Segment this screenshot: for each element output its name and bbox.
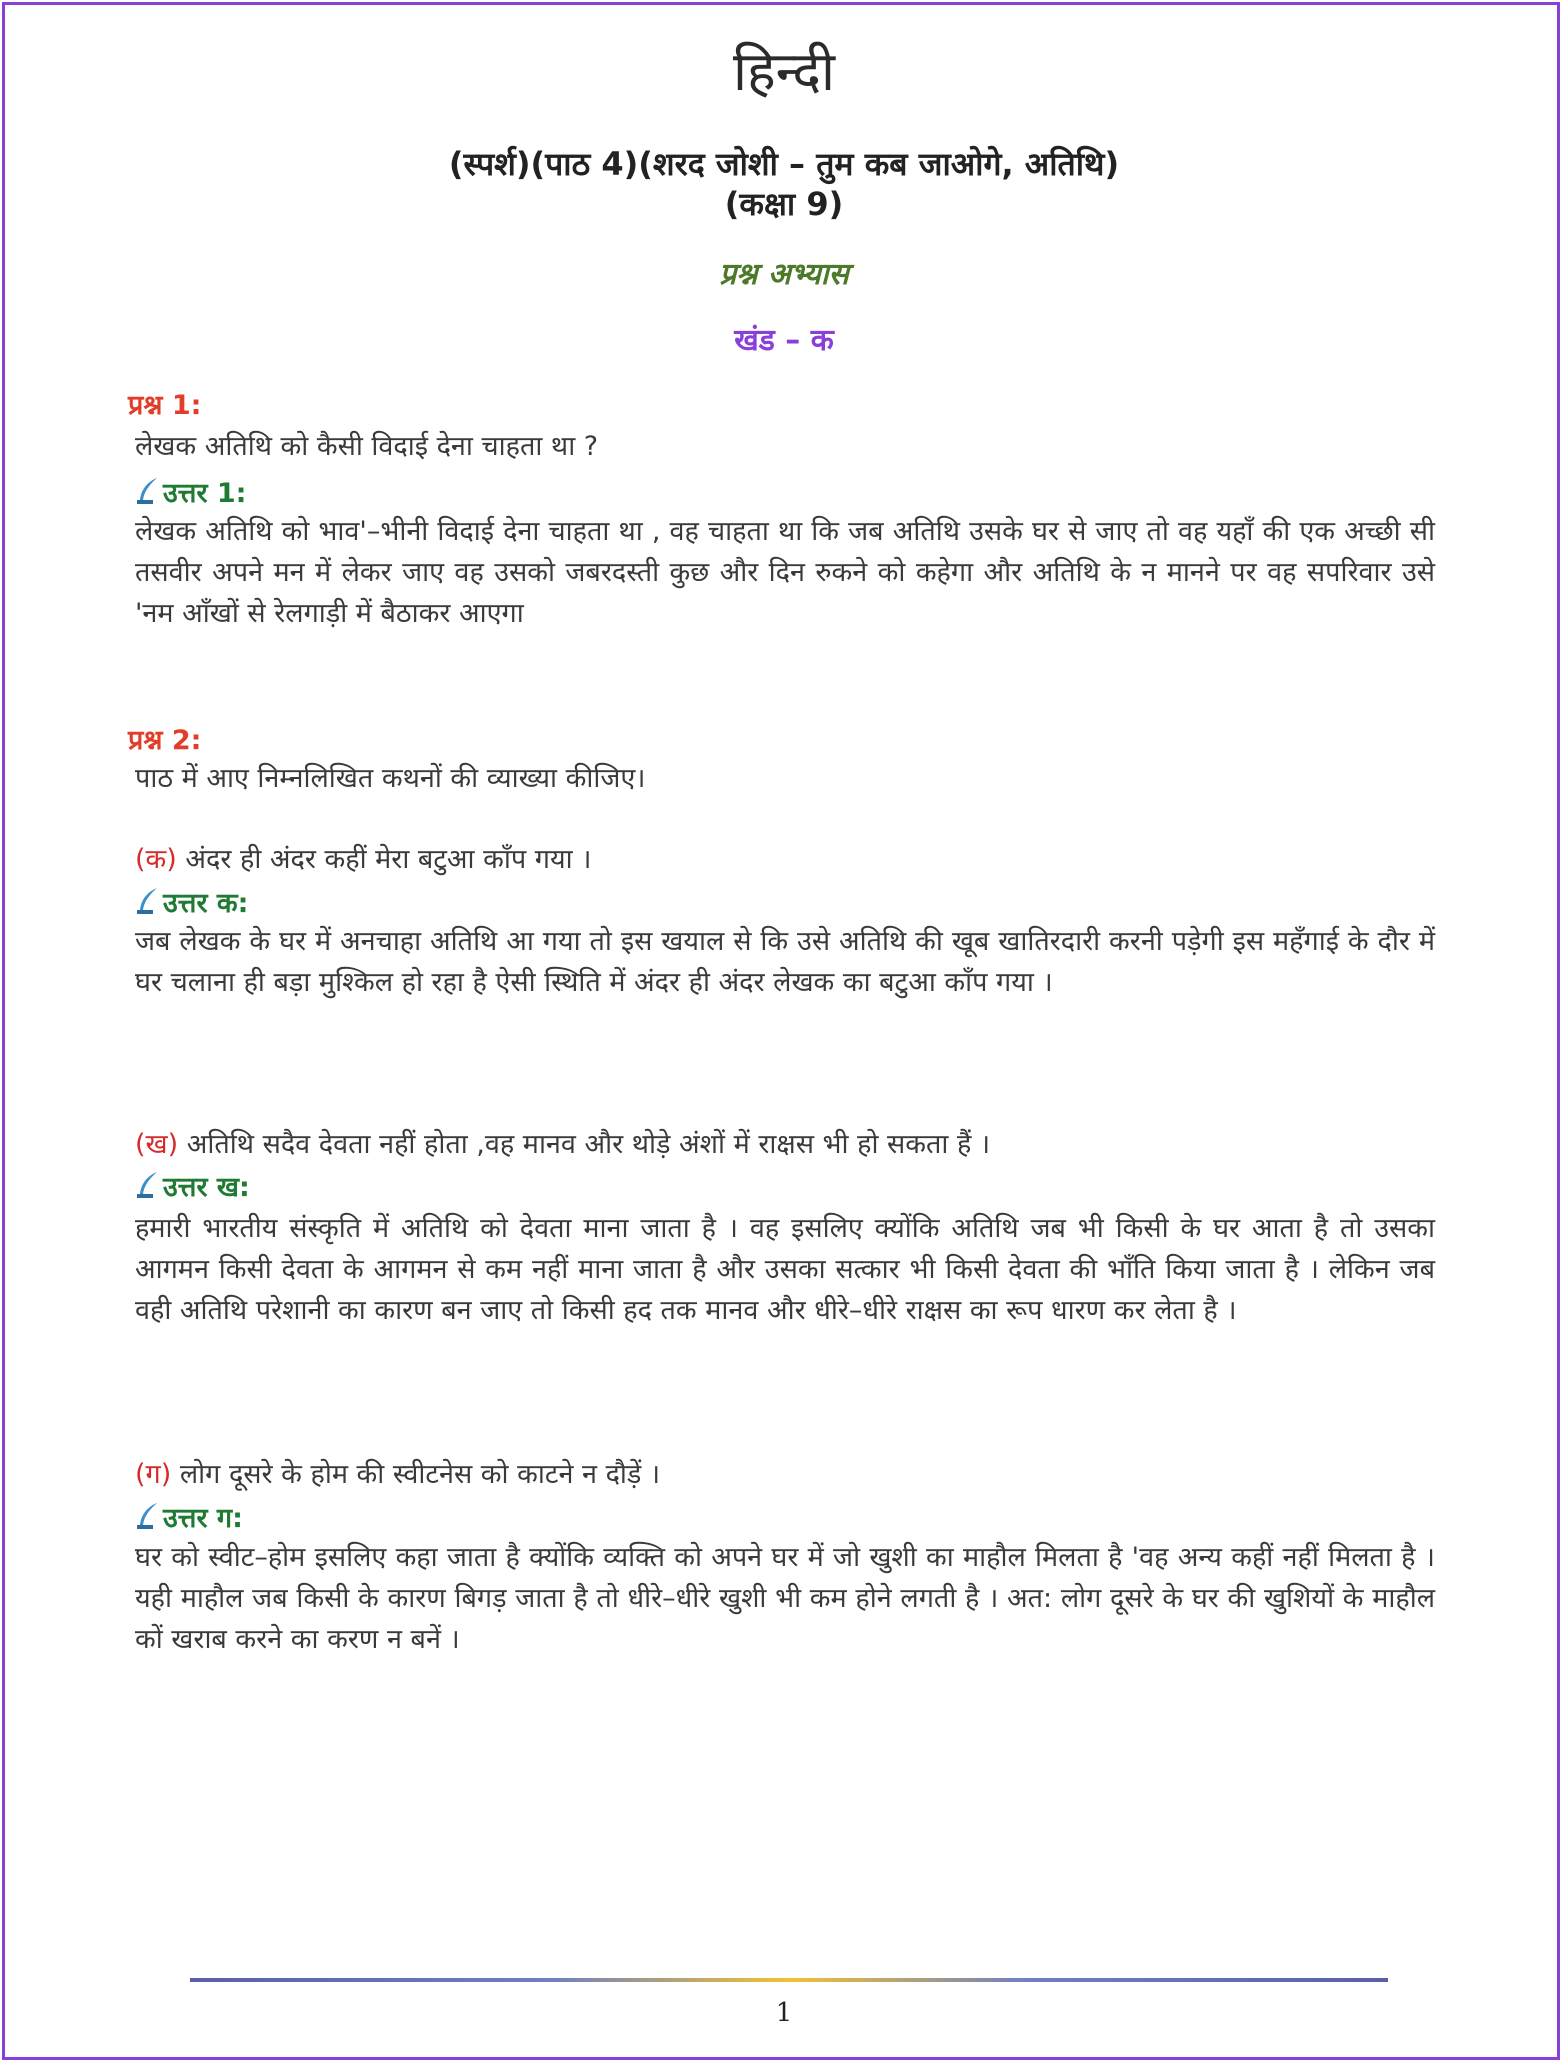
answer-ka-label [135, 884, 248, 918]
quill-icon [135, 1170, 161, 1200]
part-ga-statement [135, 1454, 1435, 1495]
answer-kha-label-text: उत्तर ख: [163, 1171, 250, 1203]
answer-ga-text: घर को स्वीट–होम इसलिए कहा जाता है क्योंकि व्यक्ति को अपने घर में जो खुशी का माहौल मिलता है 'वह अन्य कहीं नहीं मिलता है । यही माहौल जब किसी के कारण बिगड़ जाता है तो धीरे–धीरे खुशी भी कम होने लगती है । अत: लोग दूसरे के घर की खुशियों के माहौल कों खराब करने का करण न बनें । [135, 1542, 1435, 1655]
answer-ga-label [135, 1499, 243, 1533]
question-2-text: पाठ में आए निम्नलिखित कथनों की व्याख्या कीजिए। [135, 763, 646, 794]
part-ka-statement [135, 839, 1435, 880]
footer-divider [190, 1976, 1388, 1984]
class-title: (कक्षा 9) [724, 185, 844, 223]
question-1-label: प्रश्न 1: [128, 390, 202, 421]
quill-icon [135, 886, 161, 916]
answer-1-label-text: उत्तर 1: [163, 477, 247, 509]
answer-1-text: लेखक अतिथि को भाव'–भीनी विदाई देना चाहता था , वह चाहता था कि जब अतिथि उसके घर से जाए तो वह यहाँ की एक अच्छी सी तसवीर अपने मन में लेकर जाए वह उसको जबरदस्ती कुछ और दिन रुकने को कहेगा और अतिथि के न मानने पर वह सपरिवार उसे 'नम आँखों से रेलगाड़ी में बैठाकर आएगा [135, 516, 1435, 629]
khand-heading: खंड – क [734, 323, 834, 358]
part-ka-text: अंदर ही अंदर कहीं मेरा बटुआ काँप गया । [185, 844, 592, 875]
answer-ga-label-text: उत्तर ग: [163, 1502, 243, 1534]
question-2-label: प्रश्न 2: [128, 725, 202, 756]
answer-ka-label-text: उत्तर क: [163, 887, 249, 919]
subject-title: हिन्दी [732, 40, 835, 103]
part-ka-marker: (क) [135, 844, 177, 875]
answer-ka-text: जब लेखक के घर में अनचाहा अतिथि आ गया तो इस खयाल से कि उसे अतिथि की खूब खातिरदारी करनी पड़ेगी इस महँगाई के दौर में घर चलाना ही बड़ा मुश्किल हो रहा है ऐसी स्थिति में अंदर ही अंदर लेखक का बटुआ काँप गया । [135, 926, 1435, 998]
page-number: 1 [775, 1998, 793, 2028]
section-heading: प्रश्न अभ्यास [719, 257, 849, 292]
part-ga-marker: (ग) [135, 1459, 172, 1490]
question-1-text: लेखक अतिथि को कैसी विदाई देना चाहता था ? [135, 431, 599, 462]
answer-kha-label [135, 1168, 250, 1202]
part-ga-text: लोग दूसरे के होम की स्वीटनेस को काटने न दौड़ें । [179, 1459, 661, 1490]
quill-icon [135, 476, 161, 506]
part-kha-statement [135, 1124, 1435, 1165]
quill-icon [135, 1501, 161, 1531]
chapter-title: (स्पर्श)(पाठ 4)(शरद जोशी – तुम कब जाओगे, अतिथि) [448, 145, 1120, 183]
part-kha-text: अतिथि सदैव देवता नहीं होता ,वह मानव और थोड़े अंशों में राक्षस भी हो सकता हैं । [186, 1129, 991, 1160]
answer-1-label [135, 474, 246, 508]
answer-kha-text: हमारी भारतीय संस्कृति में अतिथि को देवता माना जाता है । वह इसलिए क्योंकि अतिथि जब भी किसी के घर आता है तो उसका आगमन किसी देवता के आगमन से कम नहीं माना जाता है और उसका सत्कार भी किसी देवता की भाँति किया जाता है । लेकिन जब वही अतिथि परेशानी का कारण बन जाए तो किसी हद तक मानव और धीरे–धीरे राक्षस का रूप धारण कर लेता है । [135, 1213, 1435, 1326]
part-kha-marker: (ख) [135, 1129, 179, 1160]
page-border [2, 2, 1560, 2060]
